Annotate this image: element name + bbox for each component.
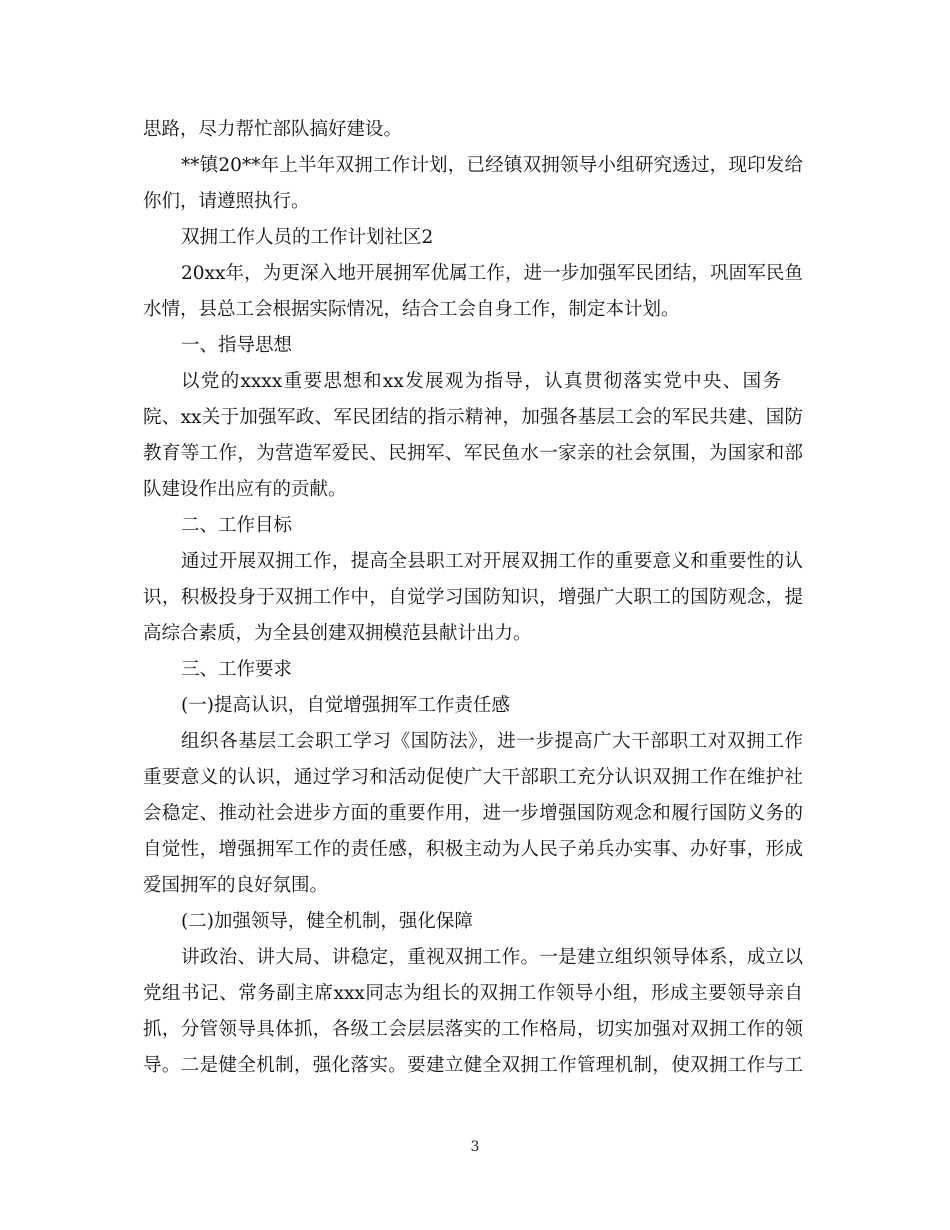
subsection-heading: (一)提高认识，自觉增强拥军工作责任感	[181, 695, 510, 716]
text-line: 教育等工作，为营造军爱民、民拥军、军民鱼水一家亲的社会氛围，为国家和部	[143, 443, 803, 464]
text-line: 重要意义的认识，通过学习和活动促使广大干部职工充分认识双拥工作在维护社	[143, 767, 803, 788]
text-line: 识，积极投身于双拥工作中，自觉学习国防知识，增强广大职工的国防观念，提	[143, 587, 803, 608]
text-line: 抓，分管领导具体抓，各级工会层层落实的工作格局，切实加强对双拥工作的领	[143, 1019, 803, 1040]
text-line: **镇20**年上半年双拥工作计划，已经镇双拥领导小组研究透过，现印发给	[181, 155, 803, 176]
text-line: 你们，请遵照执行。	[143, 191, 310, 212]
section-heading: 二、工作目标	[181, 515, 293, 536]
text-line: 会稳定、推动社会进步方面的重要作用，进一步增强国防观念和履行国防义务的	[143, 803, 803, 824]
text-line: 讲政治、讲大局、讲稳定，重视双拥工作。一是建立组织领导体系，成立以	[181, 947, 803, 968]
text-line: 高综合素质，为全县创建双拥模范县献计出力。	[143, 623, 532, 644]
text-line: 院、xx关于加强军政、军民团结的指示精神，加强各基层工会的军民共建、国防	[143, 407, 803, 428]
text-line: 20xx年，为更深入地开展拥军优属工作，进一步加强军民团结，巩固军民鱼	[181, 263, 803, 284]
text-line: 组织各基层工会职工学习《国防法》，进一步提高广大干部职工对双拥工作	[181, 731, 803, 752]
text-line: 队建设作出应有的贡献。	[143, 479, 347, 500]
page-number: 3	[470, 1139, 480, 1155]
text-line: 自觉性，增强拥军工作的责任感，积极主动为人民子弟兵办实事、办好事，形成	[143, 839, 803, 860]
text-line: 党组书记、常务副主席xxx同志为组长的双拥工作领导小组，形成主要领导亲自	[143, 983, 803, 1004]
text-line: 爱国拥军的良好氛围。	[143, 875, 329, 896]
text-line: 思路，尽力帮忙部队搞好建设。	[143, 119, 403, 140]
text-line: 水情，县总工会根据实际情况，结合工会自身工作，制定本计划。	[143, 299, 680, 320]
text-line: 通过开展双拥工作，提高全县职工对开展双拥工作的重要意义和重要性的认	[181, 551, 803, 572]
text-line: 以党的xxxx重要思想和xx发展观为指导，认真贯彻落实党中央、国务	[181, 371, 781, 392]
section-heading: 三、工作要求	[181, 659, 293, 680]
text-line: 导。二是健全机制，强化落实。要建立健全双拥工作管理机制，使双拥工作与工	[143, 1055, 803, 1076]
section-heading: 一、指导思想	[181, 335, 293, 356]
subsection-heading: (二)加强领导，健全机制，强化保障	[181, 911, 473, 932]
section-title: 双拥工作人员的工作计划社区2	[181, 227, 434, 248]
